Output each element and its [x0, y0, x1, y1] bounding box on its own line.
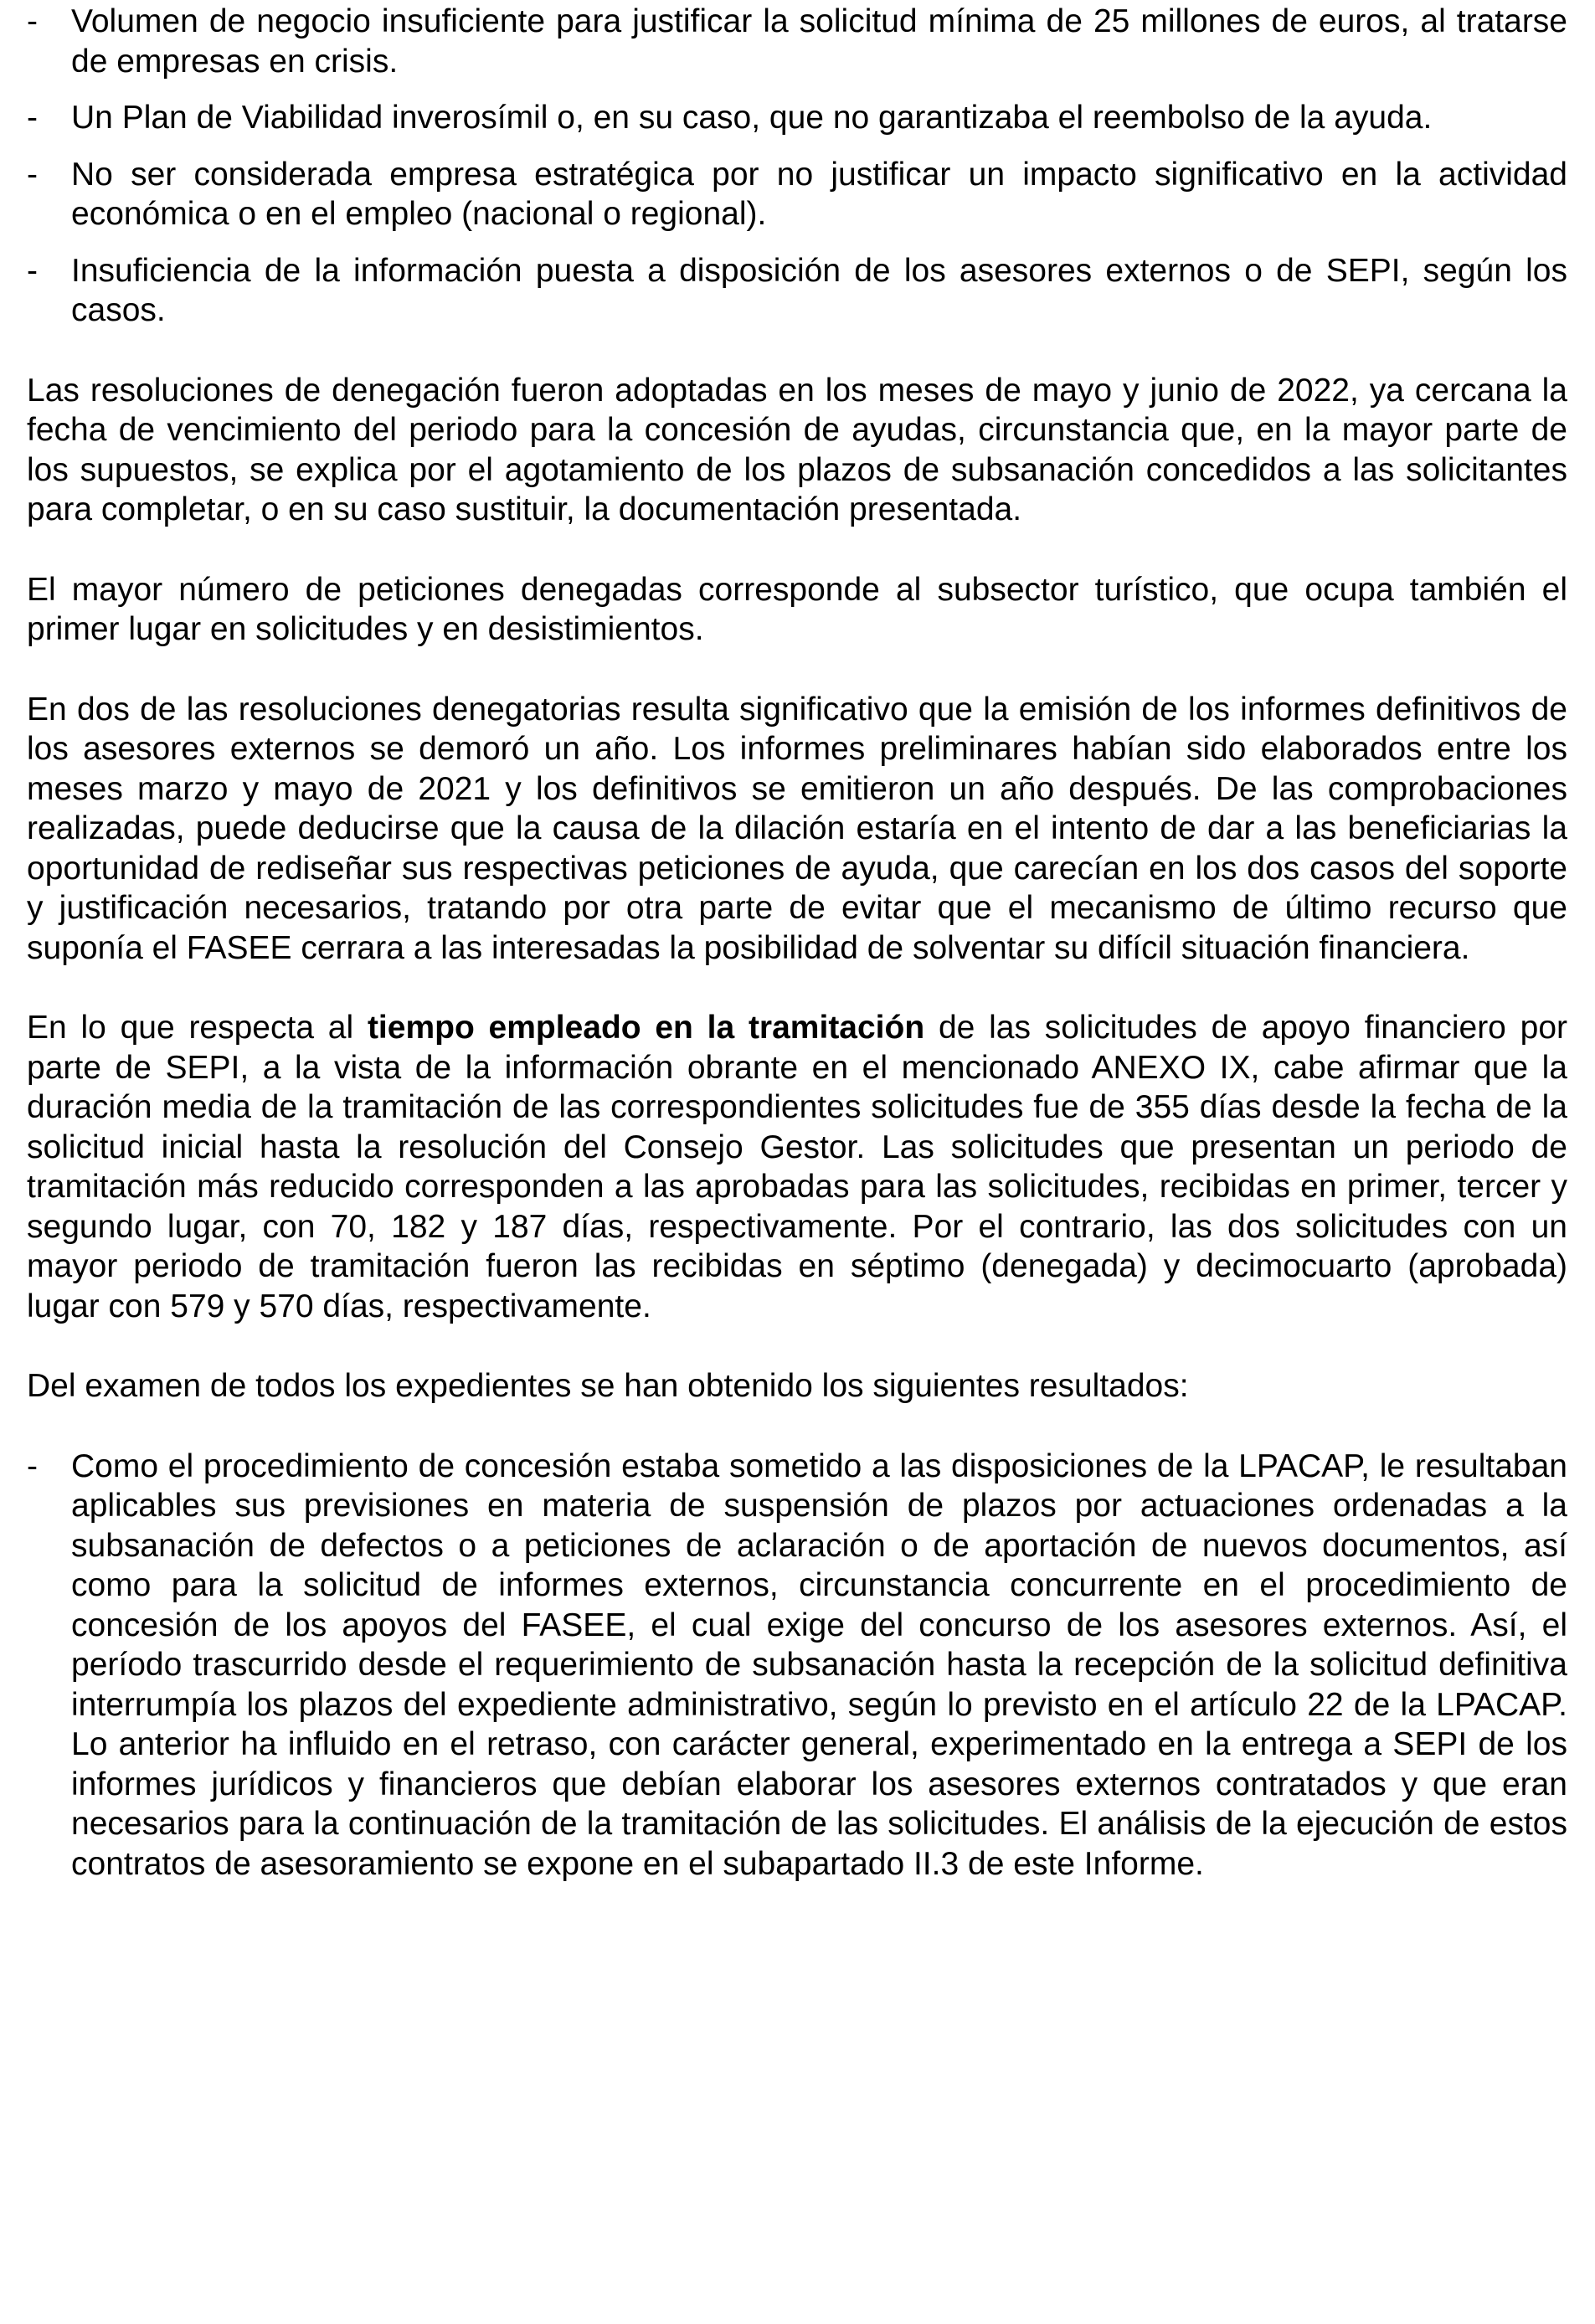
paragraph-mayor-numero: El mayor número de peticiones denegadas corresponde al subsector turístico, que ocupa también el primer lugar en solicitudes y en desistimientos.: [27, 571, 1567, 647]
emphasis-text: tiempo empleado en la tramitación: [367, 1010, 925, 1046]
list-item-text: No ser considerada empresa estratégica por no justificar un impacto significativo en la actividad económica o en el empleo (nacional o regional).: [71, 156, 1567, 232]
list-item-text: Un Plan de Viabilidad inverosímil o, en su caso, que no garantizaba el reembolso de la ayuda.: [71, 100, 1433, 136]
bullet-dash: -: [27, 3, 38, 39]
bullet-dash: -: [27, 100, 38, 136]
list-item-text: Insuficiencia de la información puesta a disposición de los asesores externos o de SEPI, según los casos.: [71, 252, 1567, 328]
list-item-text: Como el procedimiento de concesión estaba sometido a las disposiciones de la LPACAP, le resultaban aplicables sus previsiones en materia de suspensión de plazos por actuaciones ordenadas a la subsanación de defectos o a peticiones de aclaración o de aportación de nuevos documentos, así como para la solicitud de informes externos, circunstancia concurrente en el procedimiento de concesión de los apoyos del FASEE, el cual exige del concurso de los asesores externos. Así, el período trascurrido desde el requerimiento de subsanación hasta la recepción de la solicitud definitiva interrumpía los plazos del expediente administrativo, según lo previsto en el artículo 22 de la LPACAP. Lo anterior ha influido en el retraso, con carácter general, experimentado en la entrega a SEPI de los informes jurídicos y financieros que debían elaborar los asesores externos contratados y que eran necesarios para la continuación de la tramitación de las solicitudes. El análisis de la ejecución de estos contratos de asesoramiento se expone en el subapartado II.3 de este Informe.: [71, 1447, 1567, 1882]
denial-reasons-list: [27, 2, 1567, 331]
list-item: [27, 155, 1567, 234]
bullet-dash: -: [27, 252, 38, 289]
bullet-dash: -: [27, 1447, 38, 1484]
paragraph-resoluciones: Las resoluciones de denegación fueron adoptadas en los meses de mayo y junio de 2022, ya cercana la fecha de vencimiento del periodo para la concesión de ayudas, circunstancia que, en la mayor parte de los supuestos, se explica por el agotamiento de los plazos de subsanación concedidos a las solicitantes para completar, o en su caso sustituir, la documentación presentada.: [27, 372, 1567, 527]
results-list: [27, 1447, 1567, 1884]
list-item: [27, 251, 1567, 331]
list-item: [27, 98, 1567, 138]
list-item: [27, 1447, 1567, 1884]
list-item-text: Volumen de negocio insuficiente para justificar la solicitud mínima de 25 millones de euros, al tratarse de empresas en crisis.: [71, 3, 1567, 80]
paragraph-dos-resoluciones: En dos de las resoluciones denegatorias resulta significativo que la emisión de los informes definitivos de los asesores externos se demoró un año. Los informes preliminares habían sido elaborados entre los meses marzo y mayo de 2021 y los definitivos se emitieron un año después. De las comprobaciones realizadas, puede deducirse que la causa de la dilación estaría en el intento de dar a las beneficiarias la oportunidad de rediseñar sus respectivas peticiones de ayuda, que carecían en los dos casos del soporte y justificación necesarios, tratando por otra parte de evitar que el mecanismo de último recurso que suponía el FASEE cerrara a las interesadas la posibilidad de solventar su difícil situación financiera.: [27, 691, 1567, 966]
bullet-dash: -: [27, 156, 38, 193]
list-item: [27, 2, 1567, 81]
paragraph-text: En lo que respecta al: [27, 1010, 368, 1046]
paragraph-text: de las solicitudes de apoyo financiero por parte de SEPI, a la vista de la información obrante en el mencionado ANEXO IX, cabe afirmar que la duración media de la tramitación de las correspondientes solicitudes fue de 355 días desde la fecha de la solicitud inicial hasta la resolución del Consejo Gestor. Las solicitudes que presentan un periodo de tramitación más reducido corresponden a las aprobadas para las solicitudes, recibidas en primer, tercer y segundo lugar, con 70, 182 y 187 días, respectivamente. Por el contrario, las dos solicitudes con un mayor periodo de tramitación fueron las recibidas en séptimo (denegada) y decimocuarto (aprobada) lugar con 579 y 570 días, respectivamente.: [27, 1010, 1568, 1324]
paragraph-examen: Del examen de todos los expedientes se han obtenido los siguientes resultados:: [27, 1368, 1189, 1404]
document-body: [27, 2, 1567, 1884]
paragraph-tiempo-tramitacion: [27, 1008, 1567, 1326]
